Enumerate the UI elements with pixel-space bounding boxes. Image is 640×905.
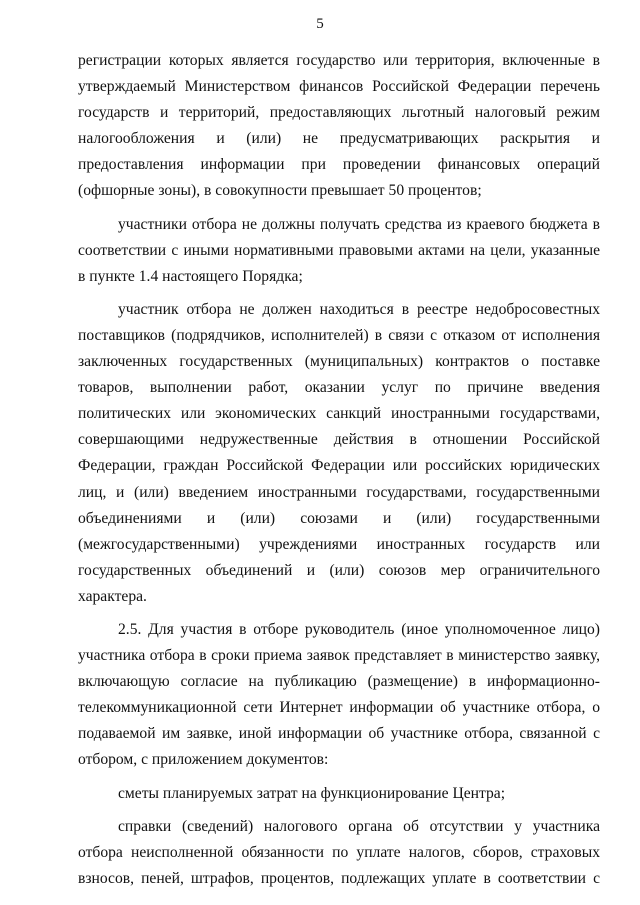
paragraph-2-5-application: 2.5. Для участия в отборе руководитель (иное уполномоченное лицо) участника отбора в сроки приема заявок представляет в министерство заявку, включающую согласие на публикацию (размещение) в информационно-телекоммуникационной сети Интернет информации об участнике отбора, о подаваемой им заявке, иной информации об участнике отбора, связанной с отбором, с приложением документов: (78, 620, 600, 769)
paragraph-regional-budget: участники отбора не должны получать средства из краевого бюджета в соответствии с иными нормативными правовыми актами на цели, указанные в пункте 1.4 настоящего Порядка; (78, 215, 600, 285)
paragraph-unscrupulous-suppliers: участник отбора не должен находиться в реестре недобросовестных поставщиков (подрядчиков, исполнителей) в связи с отказом от исполнения заключенных государственных (муниципальных) контрактов о поставке товаров, выполнении работ, оказании услуг по причине введения политических или экономических санкций иностранными государствами, совершающими недружественные действия в отношении Российской Федерации, граждан Российской Федерации или российских юридических лиц, и (или) введением иностранными государствами, государственными объединениями и (или) союзами и (или) государственными (межгосударственными) учреждениями иностранных государств или государственных объединений и (или) союзов мер ограничительного характера. (78, 300, 600, 605)
paragraph-tax-certificate: справки (сведений) налогового органа об отсутствии у участника отбора неисполненной обязанности по уплате налогов, сборов, страховых взносов, пеней, штрафов, процентов, подлежащих уплате в соответствии с (78, 817, 600, 887)
paragraph-cost-estimate: сметы планируемых затрат на функционирование Центра; (118, 784, 506, 802)
document-body (78, 48, 600, 892)
page-number: 5 (316, 16, 324, 32)
paragraph-offshore-continuation: регистрации которых является государство или территория, включенные в утверждаемый Министерством финансов Российской Федерации перечень государств и территорий, предоставляющих льготный налоговый режим налогообложения и (или) не предусматривающих раскрытия и предоставления информации при проведении финансовых операций (офшорные зоны), в совокупности превышает 50 процентов; (78, 52, 600, 200)
